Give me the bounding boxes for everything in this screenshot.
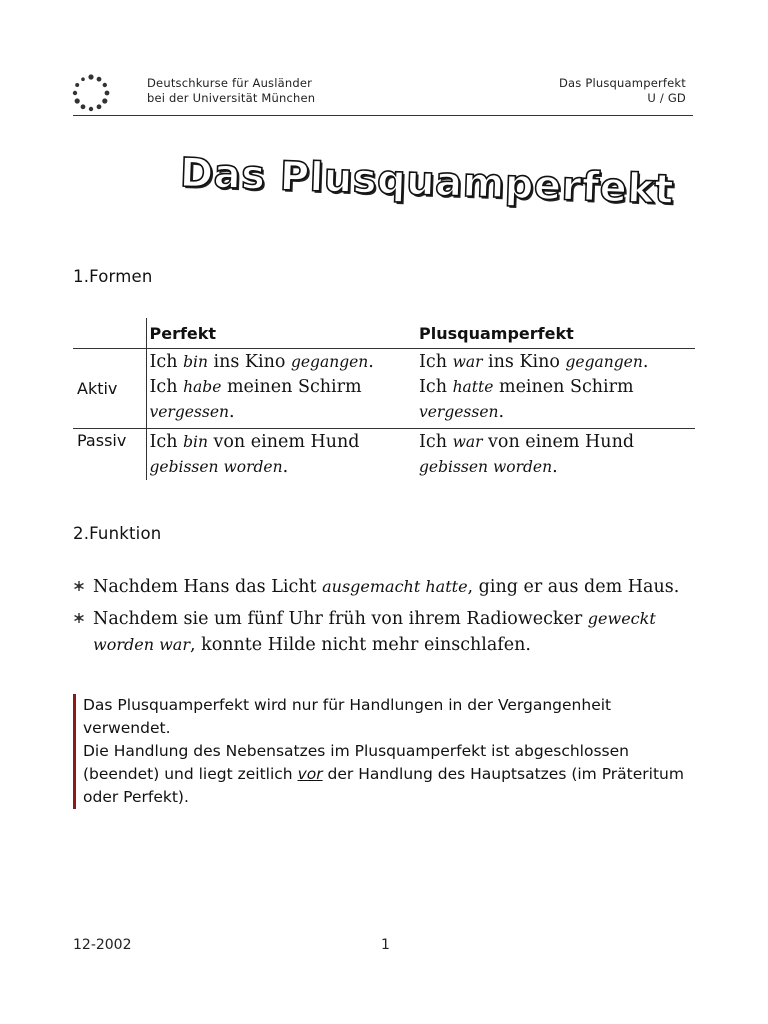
callout-line-2: Die Handlung des Nebensatzes im Plusquamperfekt ist abgeschlossen (beendet) und liegt zeitlich vor der Handlung des Hauptsatzes (im Präteritum oder Perfekt).: [83, 742, 684, 806]
header-institution: [147, 76, 315, 106]
table-corner-cell: [73, 318, 146, 349]
header-topic-line1: Das Plusquamperfekt: [559, 76, 686, 90]
table-cell: Ich war von einem Hund gebissen worden.: [419, 432, 635, 477]
footer-date: 12-2002: [73, 937, 132, 953]
table-cell: Ich war ins Kino gegangen.: [419, 352, 649, 372]
table-cell: Ich hatte meinen Schirm vergessen.: [416, 375, 695, 429]
star-bullet-icon: [73, 612, 85, 624]
page-number: 1: [381, 937, 390, 953]
callout-line-1: Das Plusquamperfekt wird nur für Handlungen in der Vergangenheit verwendet.: [83, 696, 612, 737]
table-header-row: [73, 318, 695, 349]
list-item: Nachdem Hans das Licht ausgemacht hatte, ging er aus dem Haus.: [73, 574, 703, 600]
header-topic-line2: U / GD: [647, 91, 686, 105]
column-header-perfekt: Perfekt: [146, 318, 416, 349]
page-title: Das Plusquamperfekt: [179, 150, 675, 214]
row-label-passiv: Passiv: [77, 431, 127, 450]
table-row: [73, 349, 695, 376]
university-logo-icon: [71, 73, 111, 113]
title-container: [179, 150, 675, 220]
column-header-plusquamperfekt: Plusquamperfekt: [416, 318, 695, 349]
forms-table: [73, 318, 695, 480]
section-heading-formen: 1.Formen: [73, 267, 153, 286]
header-institution-line1: Deutschkurse für Ausländer: [147, 76, 313, 90]
section-heading-funktion: 2.Funktion: [73, 524, 162, 543]
table-cell: Ich bin ins Kino gegangen.: [146, 349, 416, 376]
header-divider: [73, 115, 693, 116]
header-institution-line2: bei der Universität München: [147, 91, 316, 105]
header-topic: [559, 76, 686, 106]
table-cell: Ich habe meinen Schirm vergessen.: [146, 375, 416, 429]
example-list: [73, 574, 703, 664]
emphasis-vor: vor: [297, 765, 323, 783]
row-label-aktiv: Aktiv: [73, 349, 146, 429]
table-row: [73, 375, 695, 429]
list-item: Nachdem sie um fünf Uhr früh von ihrem Radiowecker geweckt worden war, konnte Hilde nicht mehr einschlafen.: [73, 606, 703, 658]
table-row: [73, 429, 695, 481]
star-bullet-icon: [73, 580, 85, 592]
rule-callout: [73, 694, 703, 809]
table-cell: Ich bin von einem Hund gebissen worden.: [146, 429, 416, 481]
